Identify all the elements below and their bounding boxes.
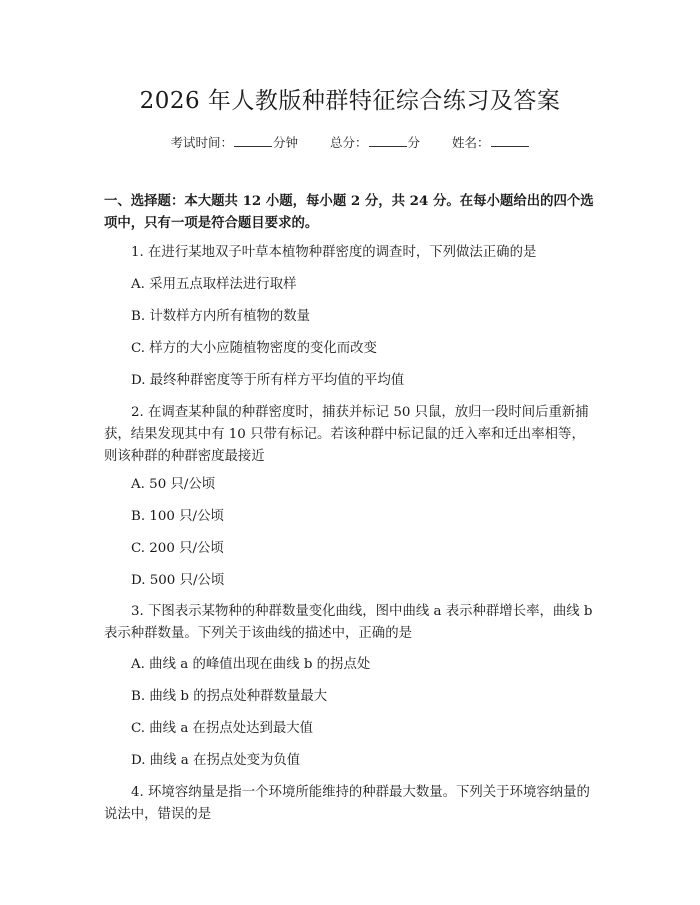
option-b: B. 曲线 b 的拐点处种群数量最大: [131, 689, 328, 704]
score-label: 总分：: [329, 135, 368, 150]
option-c: C. 样方的大小应随植物密度的变化而改变: [131, 341, 377, 356]
student-name: [452, 133, 530, 151]
question-stem: 2. 在调查某种鼠的种群密度时，捕获并标记 50 只鼠，放归一段时间后重新捕获，结果发现其中有 10 只带有标记。若该种群中标记鼠的迁入率和迁出率相等，则该种群的种群密度最接近: [104, 405, 589, 464]
option-c: C. 200 只/公顷: [131, 541, 224, 556]
option-d: D. 500 只/公顷: [131, 573, 225, 588]
page-title: 2026 年人教版种群特征综合练习及答案: [139, 88, 561, 114]
option-a: A. 曲线 a 的峰值出现在曲线 b 的拐点处: [131, 657, 371, 672]
option-d: D. 最终种群密度等于所有样方平均值的平均值: [131, 373, 405, 388]
option-d: D. 曲线 a 在拐点处变为负值: [131, 753, 301, 768]
option-b: B. 计数样方内所有植物的数量: [131, 309, 311, 324]
score-blank: [369, 134, 407, 147]
name-label: 姓名：: [452, 135, 490, 150]
question-stem: 1. 在进行某地双子叶草本植物种群密度的调查时，下列做法正确的是: [131, 245, 537, 260]
time-blank: [234, 134, 272, 147]
section-heading: 一、选择题：本大题共 12 小题，每小题 2 分，共 24 分。在每小题给出的四个选项中，只有一项是符合题目要求的。: [104, 193, 594, 231]
time-unit: 分钟: [272, 135, 298, 150]
option-a: A. 50 只/公顷: [131, 477, 216, 492]
question-stem: 3. 下图表示某物种的种群数量变化曲线，图中曲线 a 表示种群增长率，曲线 b 表示种群数量。下列关于该曲线的描述中，正确的是: [104, 604, 593, 641]
time-label: 考试时间：: [170, 135, 233, 150]
exam-time: [170, 133, 298, 151]
score-unit: 分: [407, 135, 421, 150]
question-stem: 4. 环境容纳量是指一个环境所能维持的种群最大数量。下列关于环境容纳量的说法中，错误的是: [104, 785, 590, 822]
name-blank: [491, 134, 529, 147]
option-a: A. 采用五点取样法进行取样: [131, 277, 297, 292]
option-c: C. 曲线 a 在拐点处达到最大值: [131, 721, 314, 736]
total-score: [330, 133, 420, 151]
exam-meta: [0, 133, 700, 151]
option-b: B. 100 只/公顷: [131, 509, 224, 524]
